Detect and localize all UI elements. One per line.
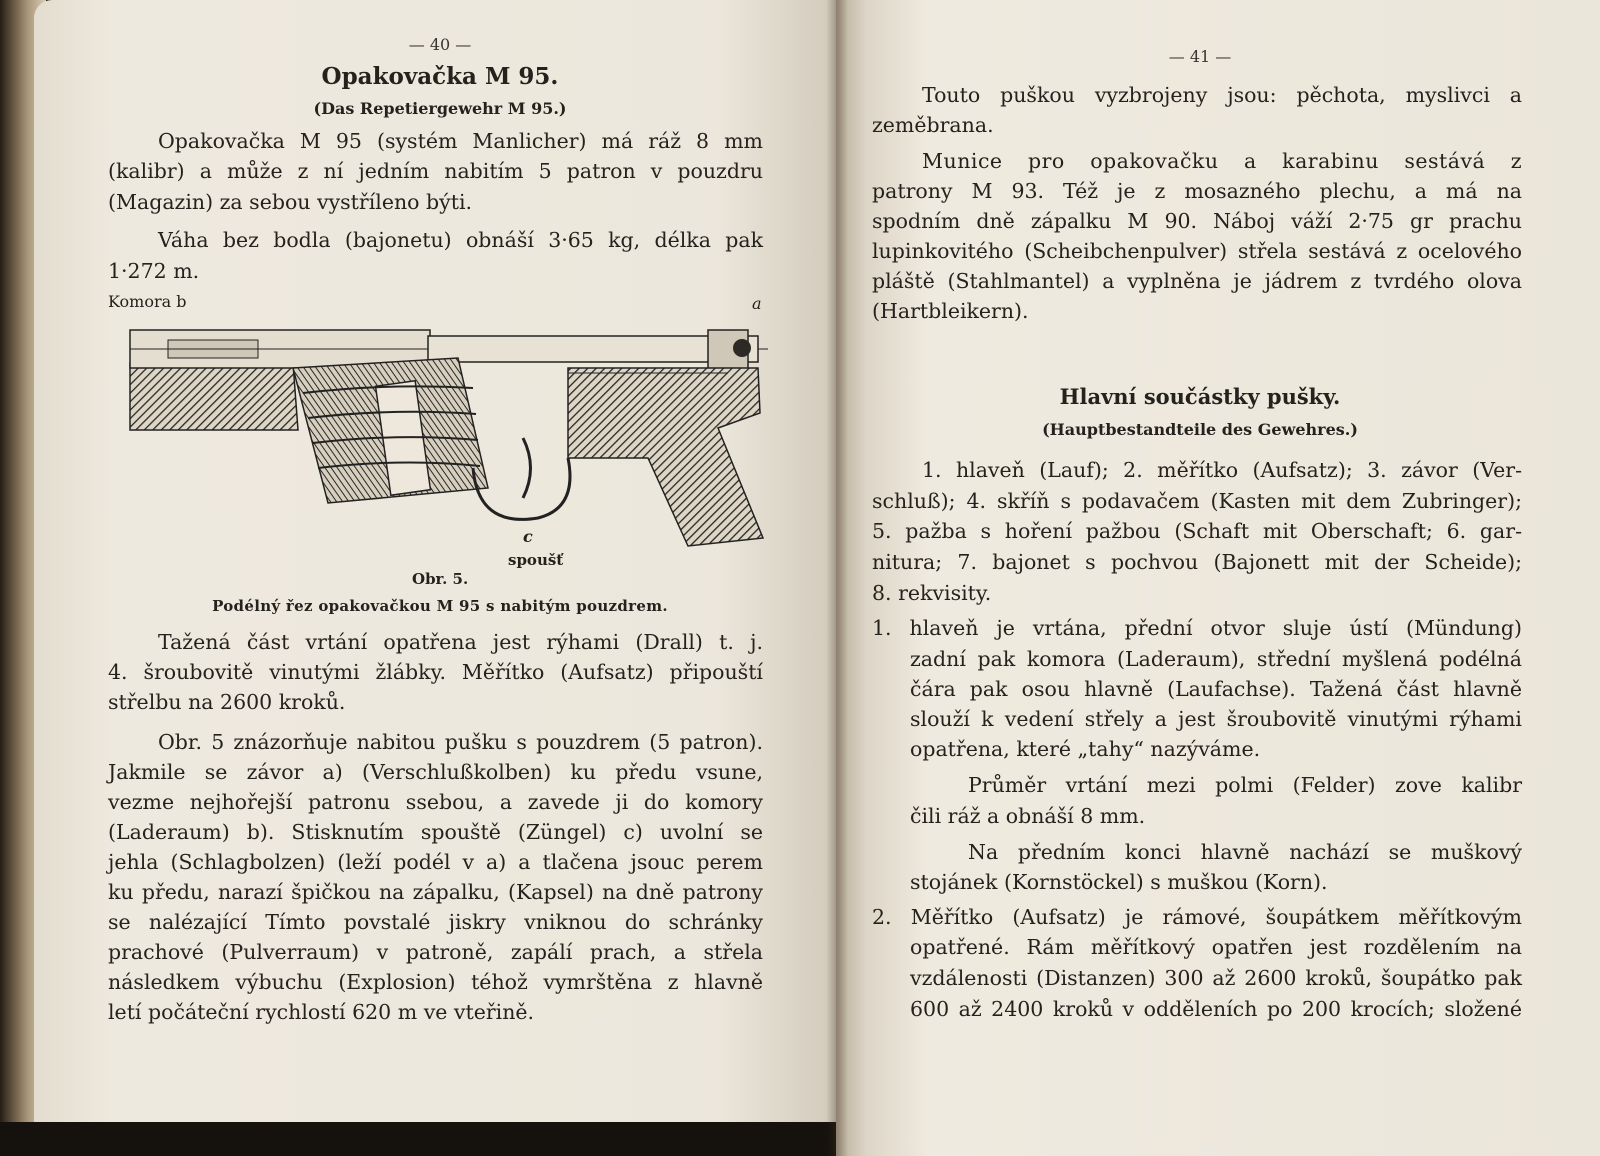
right-line: Průměr vrtání mezi polmi (Felder) zove kalibr (968, 773, 1522, 797)
left-line: Tažená část vrtání opatřena jest rýhami (Drall) t. j. (158, 630, 763, 654)
left-line: střelbu na 2600 kroků. (108, 690, 346, 714)
left-line: se nalézající Tímto povstalé jiskry vniknou do schránky (108, 910, 763, 934)
right-line: stojánek (Kornstöckel) s muškou (Korn). (910, 870, 1328, 894)
right-line: 600 až 2400 kroků v odděleních po 200 krocích; složené (910, 997, 1522, 1021)
left-line: letí počáteční rychlostí 620 m ve vteřině. (108, 1000, 535, 1024)
right-line: schluß); 4. skříň s podavačem (Kasten mit dem Zubringer); (872, 489, 1522, 513)
left-line: Váha bez bodla (bajonetu) obnáší 3·65 kg, délka pak (158, 228, 763, 252)
page-title: Opakovačka M 95. (321, 63, 559, 90)
right-line: lupinkovitého (Scheibchenpulver) střela sestává z ocelového (872, 239, 1522, 263)
page-number-right: — 41 — (1168, 47, 1232, 66)
right-line: pláště (Stahlmantel) a vyplněna je jádrem z tvrdého olova (872, 269, 1522, 293)
right-line: 8. rekvisity. (872, 581, 992, 605)
figure-label-komora: Komora b (108, 292, 187, 311)
left-line: následkem výbuchu (Explosion) téhož vymrštěna z hlavně (108, 970, 763, 994)
right-line: (Hartbleikern). (872, 299, 1029, 323)
left-line: jehla (Schlagbolzen) (leží podél v a) a tlačena jsouc perem (108, 850, 763, 874)
right-line: Na předním konci hlavně nachází se muškový (968, 840, 1522, 864)
right-line: čili ráž a obnáší 8 mm. (910, 804, 1146, 828)
right-line: čára pak osou hlavně (Laufachse). Tažená část hlavně (910, 677, 1522, 701)
left-line: Jakmile se závor a) (Verschlußkolben) ku předu vsune, (108, 760, 763, 784)
left-line: ku předu, narazí špičkou na zápalku, (Kapsel) na dně patrony (108, 880, 763, 904)
left-line: (kalibr) a může z ní jedním nabitím 5 patron v pouzdru (108, 159, 763, 183)
right-line: patrony M 93. Též je z mosazného plechu, a má na (872, 179, 1522, 203)
left-line: 4. šroubovitě vinutými žlábky. Měřítko (Aufsatz) připouští (108, 660, 763, 684)
figure-label-a: a (752, 294, 762, 313)
right-line: zadní pak komora (Laderaum), střední myšlená podélná (910, 647, 1522, 671)
right-line: Munice pro opakovačku a karabinu sestává z (922, 149, 1522, 173)
right-line: 2. Měřítko (Aufsatz) je rámové, šoupátkem měřítkovým (872, 905, 1522, 929)
left-line: (Magazin) za sebou vystříleno býti. (108, 190, 473, 214)
right-line: 5. pažba s hoření pažbou (Schaft mit Oberschaft; 6. gar- (872, 519, 1522, 543)
figure-label-c: c (523, 527, 533, 546)
right-line: vzdálenosti (Distanzen) 300 až 2600 kroků, šoupátko pak (910, 966, 1522, 990)
right-line: nitura; 7. bajonet s pochvou (Bajonett mit der Scheide); (872, 550, 1522, 574)
rifle-cross-section-illustration (128, 318, 778, 550)
left-line: (Laderaum) b). Stisknutím spouště (Züngel) c) uvolní se (108, 820, 763, 844)
right-line: spodním dně zápalku M 90. Náboj váží 2·75 gr prachu (872, 209, 1522, 233)
page-subtitle: (Das Repetiergewehr M 95.) (313, 99, 567, 118)
background-strip (0, 1122, 836, 1156)
left-line: Opakovačka M 95 (systém Manlicher) má ráž 8 mm (158, 129, 763, 153)
figure-label-spoust: spoušť (508, 551, 564, 569)
left-line: prachové (Pulverraum) v patroně, zapálí prach, a střela (108, 940, 763, 964)
figure-number: Obr. 5. (412, 570, 469, 588)
right-line: 1. hlaveň (Lauf); 2. měřítko (Aufsatz); 3. závor (Ver- (922, 458, 1522, 482)
right-line: opatřené. Rám měřítkový opatřen jest rozdělením na (910, 935, 1522, 959)
left-line: vezme nejhořejší patronu ssebou, a zavede ji do komory (108, 790, 763, 814)
right-line: slouží k vedení střely a jest šroubovitě vinutými rýhami (910, 707, 1522, 731)
page-number-left: — 40 — (408, 35, 472, 54)
book-gutter (826, 0, 848, 1156)
right-line: 1. hlaveň je vrtána, přední otvor sluje ústí (Mündung) (872, 616, 1522, 640)
section-heading: Hlavní součástky pušky. (1059, 384, 1341, 409)
figure-caption: Podélný řez opakovačkou M 95 s nabitým pouzdrem. (212, 597, 668, 615)
left-line: Obr. 5 znázorňuje nabitou pušku s pouzdrem (5 patron). (158, 730, 763, 754)
right-line: Touto puškou vyzbrojeny jsou: pěchota, myslivci a (922, 83, 1522, 107)
right-line: zeměbrana. (872, 113, 994, 137)
left-line: 1·272 m. (108, 259, 200, 283)
section-subheading: (Hauptbestandteile des Gewehres.) (1042, 420, 1358, 439)
right-line: opatřena, které „tahy“ nazýváme. (910, 737, 1261, 761)
